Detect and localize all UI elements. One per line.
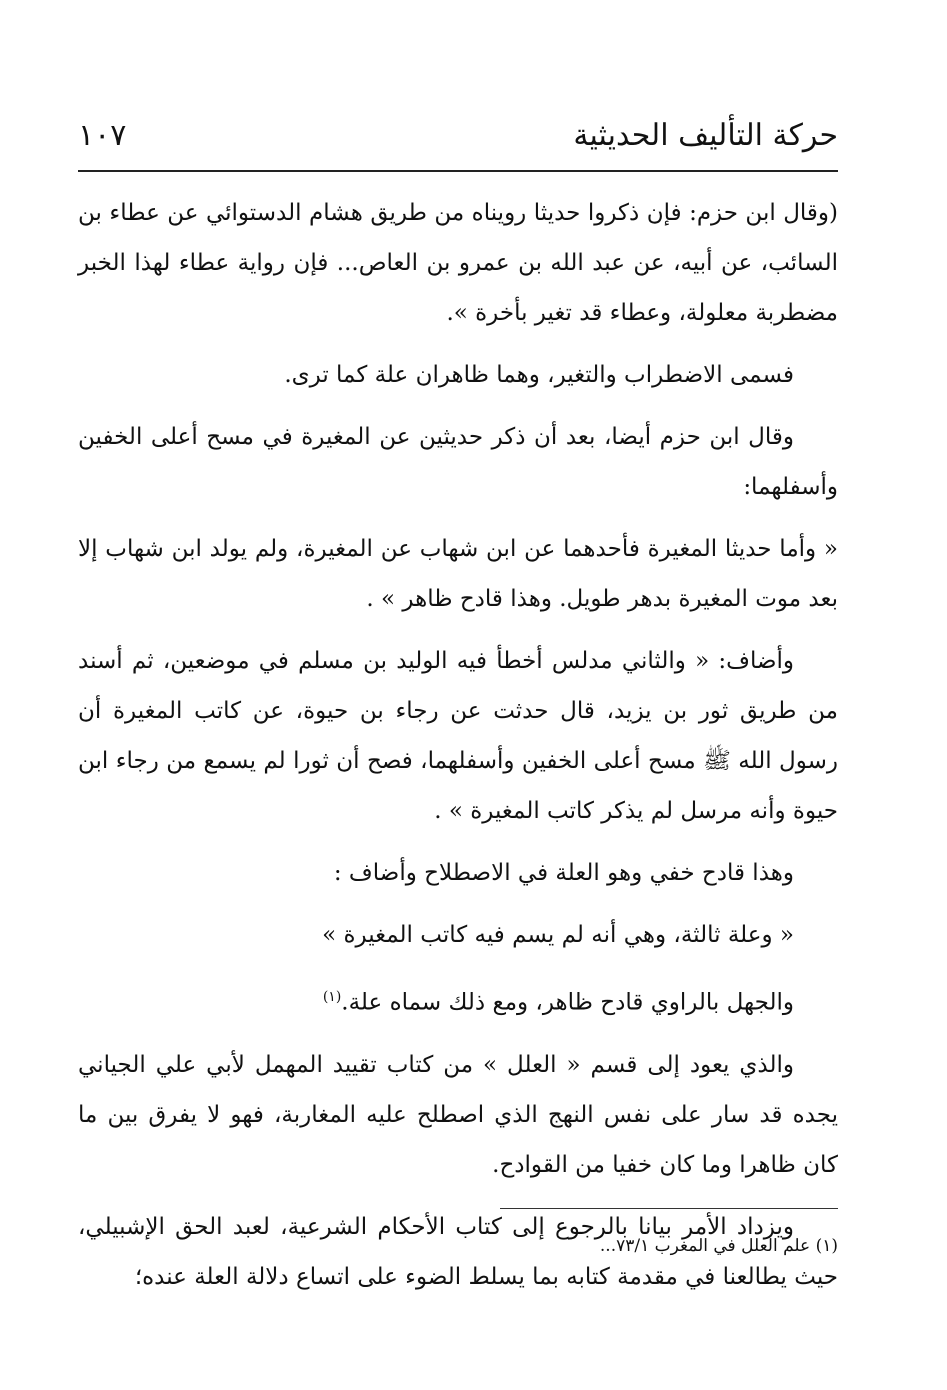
paragraph-8-text: والجهل بالراوي قادح ظاهر، ومع ذلك سماه علة. bbox=[341, 989, 794, 1016]
page-number: ١٠٧ bbox=[78, 118, 127, 153]
paragraph-10: ويزداد الأمر بيانا بالرجوع إلى كتاب الأحكام الشرعية، لعبد الحق الإشبيلي، حيث يطالعنا في مقدمة كتابه بما يسلط الضوء على اتساع دلالة العلة عنده؛ bbox=[78, 1213, 838, 1290]
footnote: (١) علم العلل في المغرب ٧٣/١... bbox=[599, 1236, 838, 1256]
page-header bbox=[78, 112, 838, 164]
running-title: حركة التأليف الحديثية bbox=[573, 118, 838, 153]
paragraph-9: والذي يعود إلى قسم « العلل » من كتاب تقييد المهمل لأبي علي الجياني يجده قد سار على نفس النهج الذي اصطلح عليه المغاربة، فهو لا يفرق بين ما كان ظاهرا وما كان خفيا من القوادح. bbox=[78, 1051, 838, 1178]
paragraph-6: وهذا قادح خفي وهو العلة في الاصطلاح وأضاف : bbox=[333, 860, 794, 886]
paragraph-7-quote: « وعلة ثالثة، وهي أنه لم يسم فيه كاتب المغيرة » bbox=[322, 922, 794, 948]
paragraph-8 bbox=[78, 972, 838, 1028]
paragraph-5: وأضاف: « والثاني مدلس أخطأ فيه الوليد بن مسلم في موضعين، ثم أسند من طريق ثور بن يزيد، قال حدثت عن رجاء بن حيوة، عن كاتب المغيرة أن رسول الله ﷺ مسح أعلى الخفين وأسفلهما، فصح أن ثورا لم يسمع من رجاء ابن حيوة وأنه مرسل لم يذكر كاتب المغيرة » . bbox=[78, 648, 838, 824]
paragraph-2: فسمى الاضطراب والتغير، وهما ظاهران علة كما ترى. bbox=[284, 362, 794, 388]
footnote-marker: (١) bbox=[322, 989, 342, 1005]
paragraph-1: (وقال ابن حزم: فإن ذكروا حديثا رويناه من طريق هشام الدستوائي عن عطاء بن السائب، عن أبيه، عن عبد الله بن عمرو بن العاص... فإن رواية عطاء لهذا الخبر مضطربة معلولة، وعطاء قد تغير بأخرة ». bbox=[78, 200, 838, 326]
paragraph-3: وقال ابن حزم أيضا، بعد أن ذكر حديثين عن المغيرة في مسح أعلى الخفين وأسفلهما: bbox=[78, 424, 838, 500]
body-text bbox=[78, 188, 838, 1314]
paragraph-4-quote: « وأما حديثا المغيرة فأحدهما عن ابن شهاب عن المغيرة، ولم يولد ابن شهاب إلا بعد موت المغيرة بدهر طويل. وهذا قادح ظاهر » . bbox=[78, 536, 838, 612]
footnote-rule bbox=[500, 1208, 838, 1209]
header-rule bbox=[78, 170, 838, 172]
